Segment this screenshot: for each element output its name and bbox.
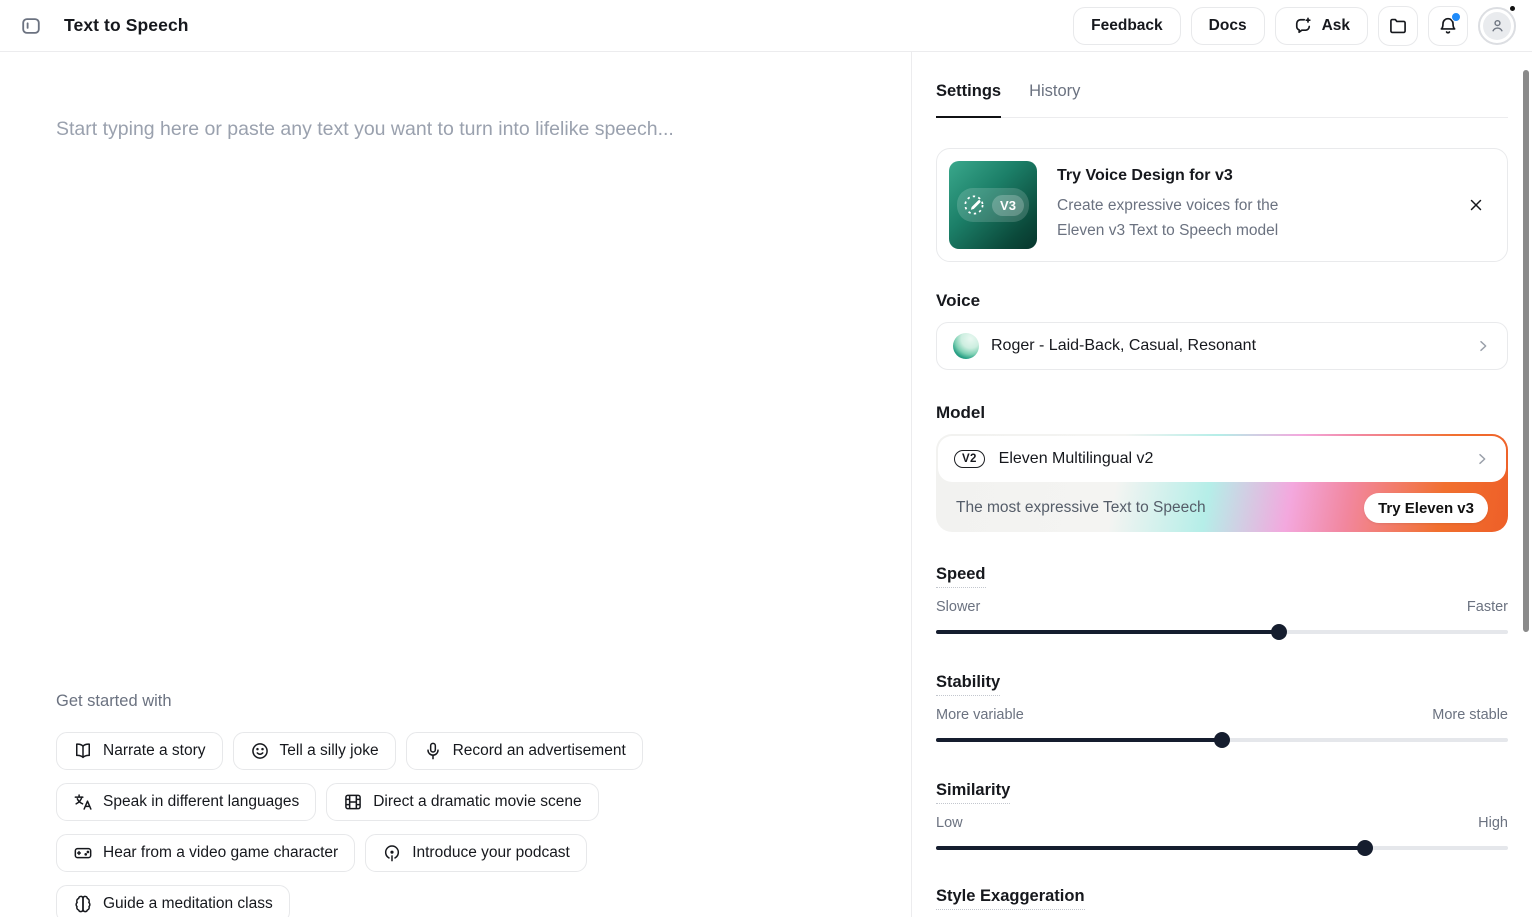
suggestion-narrate-story[interactable] xyxy=(56,732,223,770)
slider-thumb[interactable] xyxy=(1214,732,1230,748)
suggestion-label: Record an advertisement xyxy=(452,742,626,759)
suggestion-label: Direct a dramatic movie scene xyxy=(373,793,582,810)
speed-slider[interactable] xyxy=(936,624,1508,640)
docs-button[interactable] xyxy=(1191,7,1265,45)
speed-section xyxy=(936,565,1508,640)
notification-dot xyxy=(1451,12,1461,22)
similarity-max-label: High xyxy=(1478,815,1508,831)
promo-text xyxy=(1057,161,1327,243)
usage-indicator-dot xyxy=(1510,6,1515,11)
suggestion-record-advertisement[interactable] xyxy=(406,732,643,770)
ask-label: Ask xyxy=(1321,16,1350,34)
suggestion-label: Introduce your podcast xyxy=(412,844,570,861)
ask-button[interactable] xyxy=(1275,7,1368,45)
voice-design-pill xyxy=(957,188,1029,222)
pencil-dotted-circle-icon xyxy=(962,192,988,218)
suggestion-label: Speak in different languages xyxy=(103,793,300,810)
voice-design-promo-card[interactable] xyxy=(936,148,1508,262)
tab-settings[interactable]: Settings xyxy=(936,82,1001,117)
topbar xyxy=(0,0,1532,52)
similarity-section xyxy=(936,781,1508,856)
speed-label: Speed xyxy=(936,565,986,588)
suggestion-movie-scene[interactable] xyxy=(326,783,598,821)
smiley-icon xyxy=(250,741,270,761)
sidebar-toggle-button[interactable] xyxy=(16,11,46,41)
style-exaggeration-section xyxy=(936,887,1508,910)
tab-history[interactable]: History xyxy=(1029,82,1080,117)
stability-slider[interactable] xyxy=(936,732,1508,748)
stability-label: Stability xyxy=(936,673,1000,696)
notifications-button[interactable] xyxy=(1428,6,1468,46)
film-icon xyxy=(343,792,363,812)
settings-panel xyxy=(911,52,1532,917)
person-icon xyxy=(1489,17,1506,34)
chat-plus-icon xyxy=(1293,16,1313,36)
feedback-label: Feedback xyxy=(1091,16,1163,34)
style-exaggeration-label: Style Exaggeration xyxy=(936,887,1085,910)
chevron-right-icon xyxy=(1475,338,1491,354)
similarity-range-labels xyxy=(936,815,1508,831)
panel-left-icon xyxy=(20,15,42,37)
promo-description: Create expressive voices for the Eleven v3 Text to Speech model xyxy=(1057,197,1279,240)
slider-fill xyxy=(936,630,1279,634)
microphone-icon xyxy=(423,741,443,761)
selected-voice-name: Roger - Laid-Back, Casual, Resonant xyxy=(991,337,1257,354)
suggestion-introduce-podcast[interactable] xyxy=(365,834,587,872)
topbar-actions xyxy=(1073,6,1516,46)
similarity-label: Similarity xyxy=(936,781,1010,804)
text-editor-area xyxy=(0,52,911,917)
stability-range-labels xyxy=(936,707,1508,723)
docs-label: Docs xyxy=(1208,16,1247,34)
v3-badge: V3 xyxy=(992,195,1024,216)
stability-min-label: More variable xyxy=(936,707,1024,723)
translate-icon xyxy=(73,792,93,812)
text-input[interactable] xyxy=(56,118,856,618)
model-selector[interactable] xyxy=(938,436,1506,482)
speed-range-labels xyxy=(936,599,1508,615)
voice-design-thumbnail xyxy=(949,161,1037,249)
folder-icon xyxy=(1388,16,1408,36)
slider-thumb[interactable] xyxy=(1357,840,1373,856)
model-card xyxy=(936,434,1508,532)
slider-thumb[interactable] xyxy=(1271,624,1287,640)
get-started-label: Get started with xyxy=(56,692,172,710)
slider-fill xyxy=(936,846,1365,850)
speed-max-label: Faster xyxy=(1466,599,1508,615)
slider-fill xyxy=(936,738,1222,742)
account-avatar-button[interactable] xyxy=(1478,7,1516,45)
suggestion-label: Narrate a story xyxy=(103,742,206,759)
podcast-icon xyxy=(382,843,402,863)
voice-avatar xyxy=(953,333,979,359)
model-section-label: Model xyxy=(936,403,986,422)
panel-scrollbar[interactable] xyxy=(1523,70,1529,632)
suggestion-chips xyxy=(56,732,696,917)
try-eleven-v3-button[interactable]: Try Eleven v3 xyxy=(1364,493,1488,523)
avatar xyxy=(1483,12,1511,40)
feedback-button[interactable] xyxy=(1073,7,1181,45)
suggestion-silly-joke[interactable] xyxy=(233,732,396,770)
stability-section xyxy=(936,673,1508,748)
suggestion-meditation-class[interactable] xyxy=(56,885,290,917)
model-banner xyxy=(936,484,1508,532)
stability-max-label: More stable xyxy=(1432,707,1508,723)
book-open-icon xyxy=(73,741,93,761)
panel-tabs xyxy=(936,82,1508,118)
selected-model-name: Eleven Multilingual v2 xyxy=(998,450,1154,467)
brain-icon xyxy=(73,894,93,914)
voice-section-label: Voice xyxy=(936,291,981,310)
promo-close-button[interactable] xyxy=(1467,196,1485,214)
close-icon xyxy=(1467,196,1485,214)
model-banner-text: The most expressive Text to Speech xyxy=(956,499,1206,516)
chevron-right-icon xyxy=(1474,451,1490,467)
voice-selector[interactable] xyxy=(936,322,1508,370)
suggestion-video-game-character[interactable] xyxy=(56,834,355,872)
suggestion-different-languages[interactable] xyxy=(56,783,316,821)
projects-folder-button[interactable] xyxy=(1378,6,1418,46)
promo-title: Try Voice Design for v3 xyxy=(1057,167,1233,184)
suggestion-label: Tell a silly joke xyxy=(279,742,379,759)
suggestion-label: Hear from a video game character xyxy=(103,844,339,861)
page-title: Text to Speech xyxy=(64,15,189,35)
similarity-slider[interactable] xyxy=(936,840,1508,856)
speed-min-label: Slower xyxy=(936,599,981,615)
suggestion-label: Guide a meditation class xyxy=(103,895,273,912)
v2-badge: V2 xyxy=(954,450,985,468)
gamepad-icon xyxy=(73,843,93,863)
similarity-min-label: Low xyxy=(936,815,963,831)
